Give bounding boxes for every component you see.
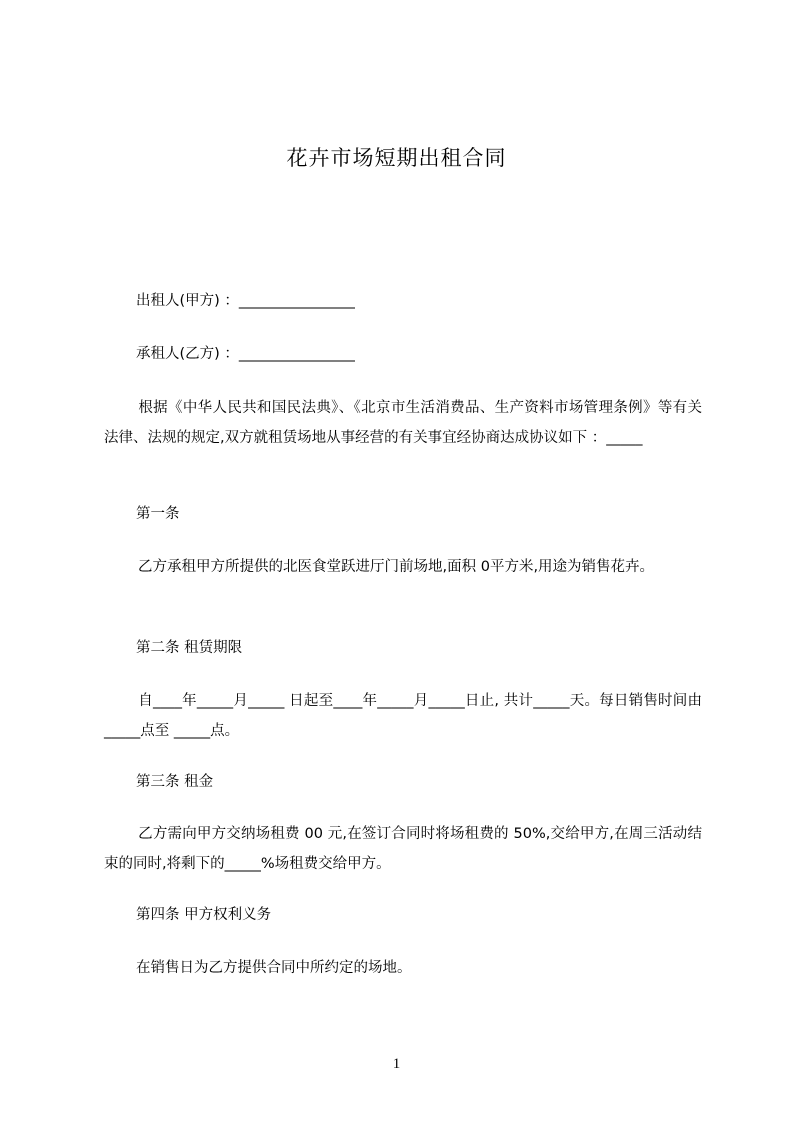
article-4-text: 在销售日为乙方提供合同中所约定的场地。 (136, 960, 412, 976)
preamble-paragraph (104, 393, 702, 453)
article-3-text: 乙方需向甲方交纳场租费 00 元,在签订合同时将场租费的 50%,交给甲方,在周三活动结束的同时,将剩下的_____%场租费交给甲方。 (104, 826, 702, 872)
article-4-heading: 第四条 甲方权利义务 (136, 907, 272, 923)
lessor-line: 出租人(甲方) ：________________ (136, 293, 355, 309)
article-1-paragraph (104, 552, 702, 582)
article-1-text: 乙方承租甲方所提供的北医食堂跃进厅门前场地,面积 0平方米,用途为销售花卉。 (138, 559, 655, 575)
article-2-paragraph (104, 686, 702, 746)
article-3-heading: 第三条 租金 (136, 774, 214, 790)
document-title: 花卉市场短期出租合同 (286, 146, 507, 170)
preamble-text: 根据《中华人民共和国民法典》、《北京市生活消费品、生产资料市场管理条例》等有关法律、法规的规定,双方就租赁场地从事经营的有关事宜经协商达成协议如下 ：_____ (104, 400, 702, 446)
article-1-heading: 第一条 (136, 506, 180, 522)
lessee-line: 承租人(乙方) ：________________ (136, 346, 355, 362)
page-number: 1 (392, 1056, 401, 1072)
article-3-paragraph (104, 819, 702, 879)
article-2-heading: 第二条 租赁期限 (136, 640, 243, 656)
article-2-text: 自____年_____月_____ 日起至____年_____月_____日止, 共计_____天。每日销售时间由 _____点至 _____点。 (104, 693, 702, 739)
